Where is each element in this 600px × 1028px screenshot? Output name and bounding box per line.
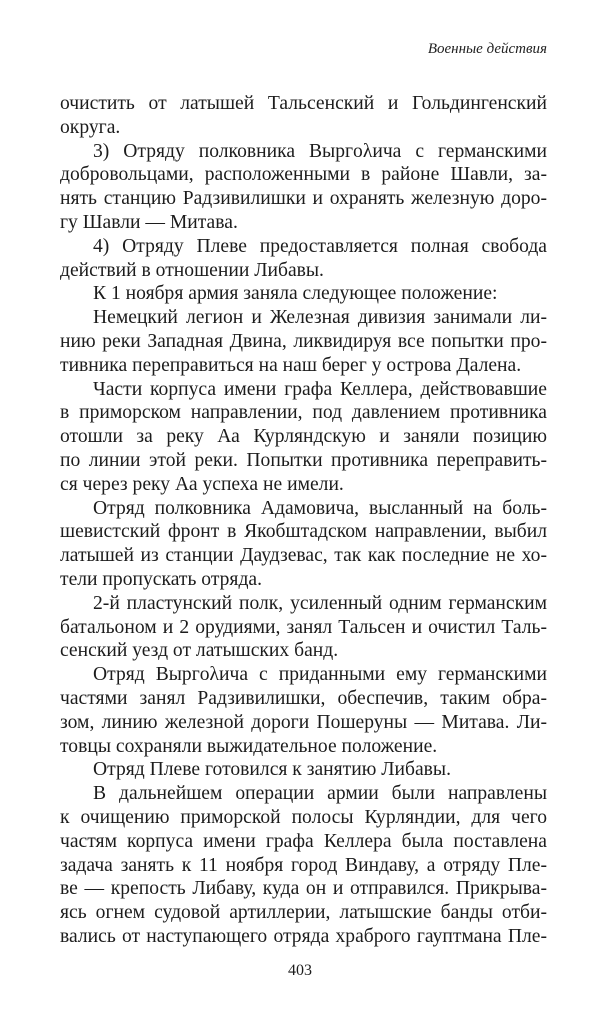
text-line: ся через реку Аа успеха не имели. — [60, 473, 344, 495]
text-line: задача занять к 11 ноября город Виндаву, а отряду Пле- — [60, 854, 547, 876]
text-line: зом, линию железной дороги Пошеруны — Митава. Ли- — [60, 711, 547, 733]
text-line: латышей из станции Даудзевас, так как последние не хо- — [60, 545, 547, 567]
text-line: тели пропускать отряда. — [60, 568, 263, 590]
text-line: тивника переправиться на наш берег у острова Далена. — [60, 354, 522, 376]
text-line: отошли за реку Аа Курляндскую и заняли позицию — [60, 426, 547, 448]
text-line: к очищению приморской полосы Курляндии, для чего — [60, 806, 547, 828]
paragraph — [60, 140, 547, 235]
text-line: частям корпуса имени графа Келлера была поставлена — [60, 830, 547, 852]
page-number: 403 — [288, 962, 312, 979]
text-line: гу Шавли — Митава. — [60, 211, 238, 233]
paragraph — [60, 235, 547, 283]
text-line: очистить от латышей Тальсенский и Гольдингенский — [60, 93, 547, 114]
text-line: Отряд Выргολича с приданными ему германскими — [93, 664, 547, 686]
text-line: шевистский фронт в Якобштадском направлении, выбил — [60, 521, 547, 543]
text-line: нять станцию Радзивилишки и охранять железную доро- — [60, 188, 547, 210]
text-line: К 1 ноября армия заняла следующее положение: — [93, 283, 498, 305]
paragraph — [60, 782, 547, 949]
paragraph — [60, 592, 547, 663]
text-line: в приморском направлении, под давлением противника — [60, 402, 547, 424]
paragraph — [60, 758, 547, 782]
paragraph — [60, 663, 547, 758]
text-line: вались от наступающего отряда храброго гауптмана Пле- — [60, 925, 547, 947]
text-line: Немецкий легион и Железная дивизия занимали ли- — [93, 307, 547, 329]
text-line: округа. — [60, 116, 121, 138]
text-line: по линии этой реки. Попытки противника переправить- — [60, 449, 547, 471]
paragraph — [60, 497, 547, 592]
running-header: Военные действия — [427, 41, 547, 57]
text-line: ясь огнем судовой артиллерии, латышские банды отби- — [60, 902, 547, 924]
text-line: частями занял Радзивилишки, обеспечив, таким обра- — [60, 687, 547, 709]
text-line: Отряд полковника Адамовича, высланный на боль- — [93, 497, 547, 519]
text-line: действий в отношении Либавы. — [60, 259, 324, 281]
text-line: батальоном и 2 орудиями, занял Тальсен и очистил Таль- — [60, 616, 547, 638]
body-text — [60, 92, 547, 949]
text-line: нию реки Западная Двина, ликвидируя все попытки про- — [60, 330, 547, 352]
text-line: Отряд Плеве готовился к занятию Либавы. — [93, 759, 451, 781]
text-line: 2-й пластунский полк, усиленный одним германским — [93, 592, 547, 614]
text-line: сенский уезд от латышских банд. — [60, 640, 339, 662]
text-line: В дальнейшем операции армии были направлены — [93, 783, 547, 805]
paragraph — [60, 306, 547, 377]
paragraph — [60, 378, 547, 497]
text-line: добровольцами, расположенными в районе Шавли, за- — [60, 164, 547, 186]
paragraph — [60, 282, 547, 306]
paragraph — [60, 92, 547, 140]
text-line: товцы сохраняли выжидательное положение. — [60, 735, 438, 757]
text-line: 4) Отряду Плеве предоставляется полная свобода — [93, 235, 547, 257]
text-line: ве — крепость Либаву, куда он и отправился. Прикрыва- — [60, 878, 547, 900]
text-line: 3) Отряду полковника Выргολича с германскими — [93, 140, 547, 162]
text-line: Части корпуса имени графа Келлера, действовавшие — [93, 378, 547, 400]
